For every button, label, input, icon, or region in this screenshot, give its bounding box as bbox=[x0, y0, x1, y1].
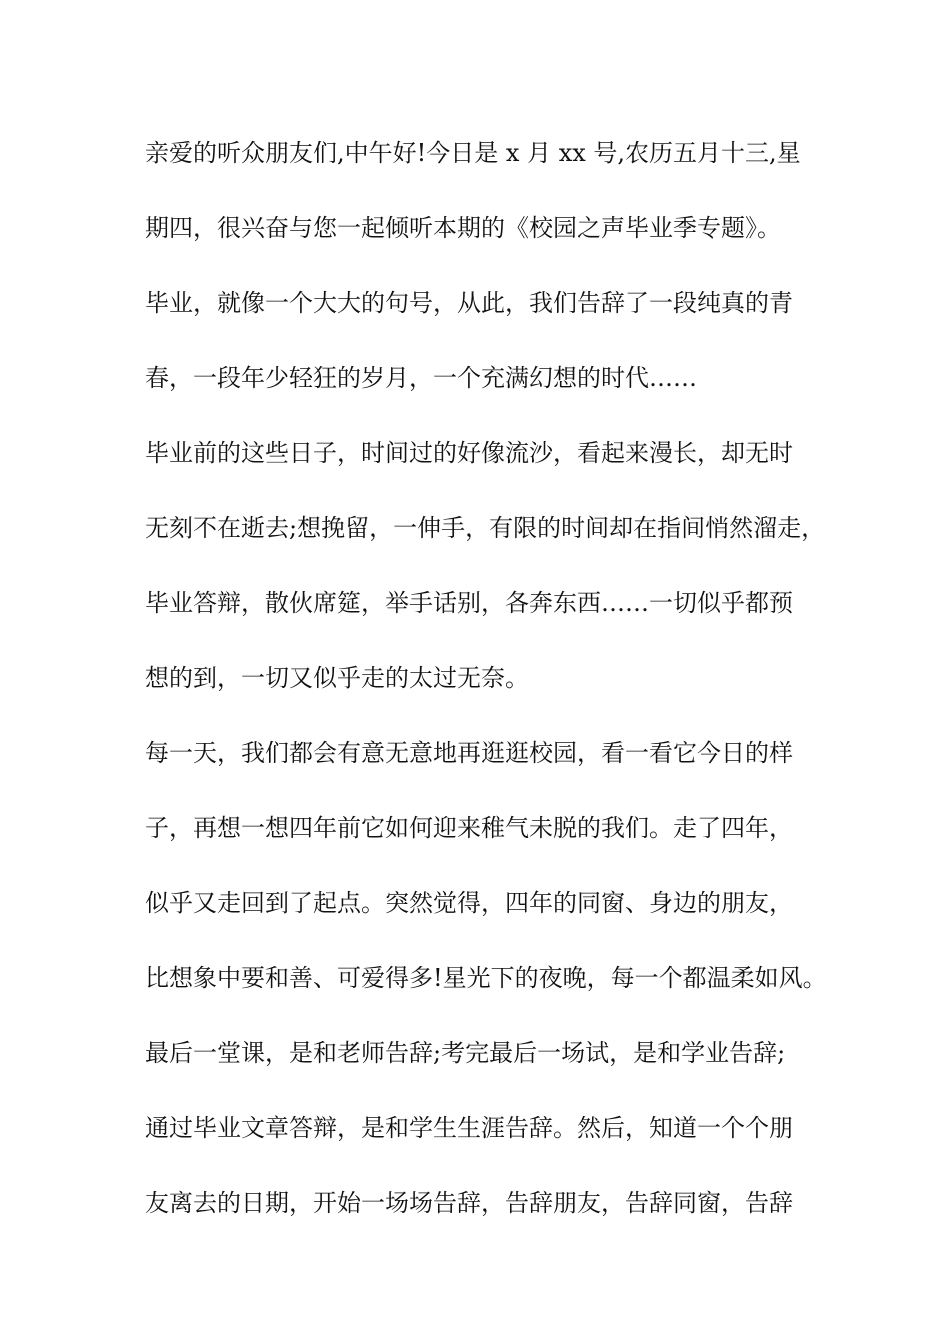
text-line: 亲爱的听众朋友们,中午好!今日是 x 月 xx 号,农历五月十三,星 bbox=[145, 139, 801, 167]
text-line: 春，一段年少轻狂的岁月，一个充满幻想的时代…… bbox=[145, 364, 697, 392]
text-line: 友离去的日期，开始一场场告辞，告辞朋友，告辞同窗，告辞 bbox=[145, 1189, 793, 1217]
text-line: 通过毕业文章答辩，是和学生生涯告辞。然后，知道一个个朋 bbox=[145, 1114, 793, 1142]
text-line: 每一天，我们都会有意无意地再逛逛校园，看一看它今日的样 bbox=[145, 739, 793, 767]
text-line: 想的到，一切又似乎走的太过无奈。 bbox=[145, 664, 529, 692]
text-line: 子，再想一想四年前它如何迎来稚气未脱的我们。走了四年， bbox=[145, 814, 793, 842]
text-line: 似乎又走回到了起点。突然觉得，四年的同窗、身边的朋友， bbox=[145, 889, 793, 917]
text-line: 比想象中要和善、可爱得多!星光下的夜晚，每一个都温柔如风。 bbox=[145, 964, 827, 992]
text-line: 毕业前的这些日子，时间过的好像流沙，看起来漫长，却无时 bbox=[145, 439, 793, 467]
text-line: 毕业答辩，散伙席筵，举手话别，各奔东西……一切似乎都预 bbox=[145, 589, 793, 617]
text-line: 无刻不在逝去;想挽留，一伸手，有限的时间却在指间悄然溜走， bbox=[145, 514, 826, 542]
text-line: 期四，很兴奋与您一起倾听本期的《校园之声毕业季专题》。 bbox=[145, 214, 781, 242]
text-line: 最后一堂课，是和老师告辞;考完最后一场试，是和学业告辞; bbox=[145, 1039, 786, 1067]
text-line: 毕业，就像一个大大的句号，从此，我们告辞了一段纯真的青 bbox=[145, 289, 793, 317]
